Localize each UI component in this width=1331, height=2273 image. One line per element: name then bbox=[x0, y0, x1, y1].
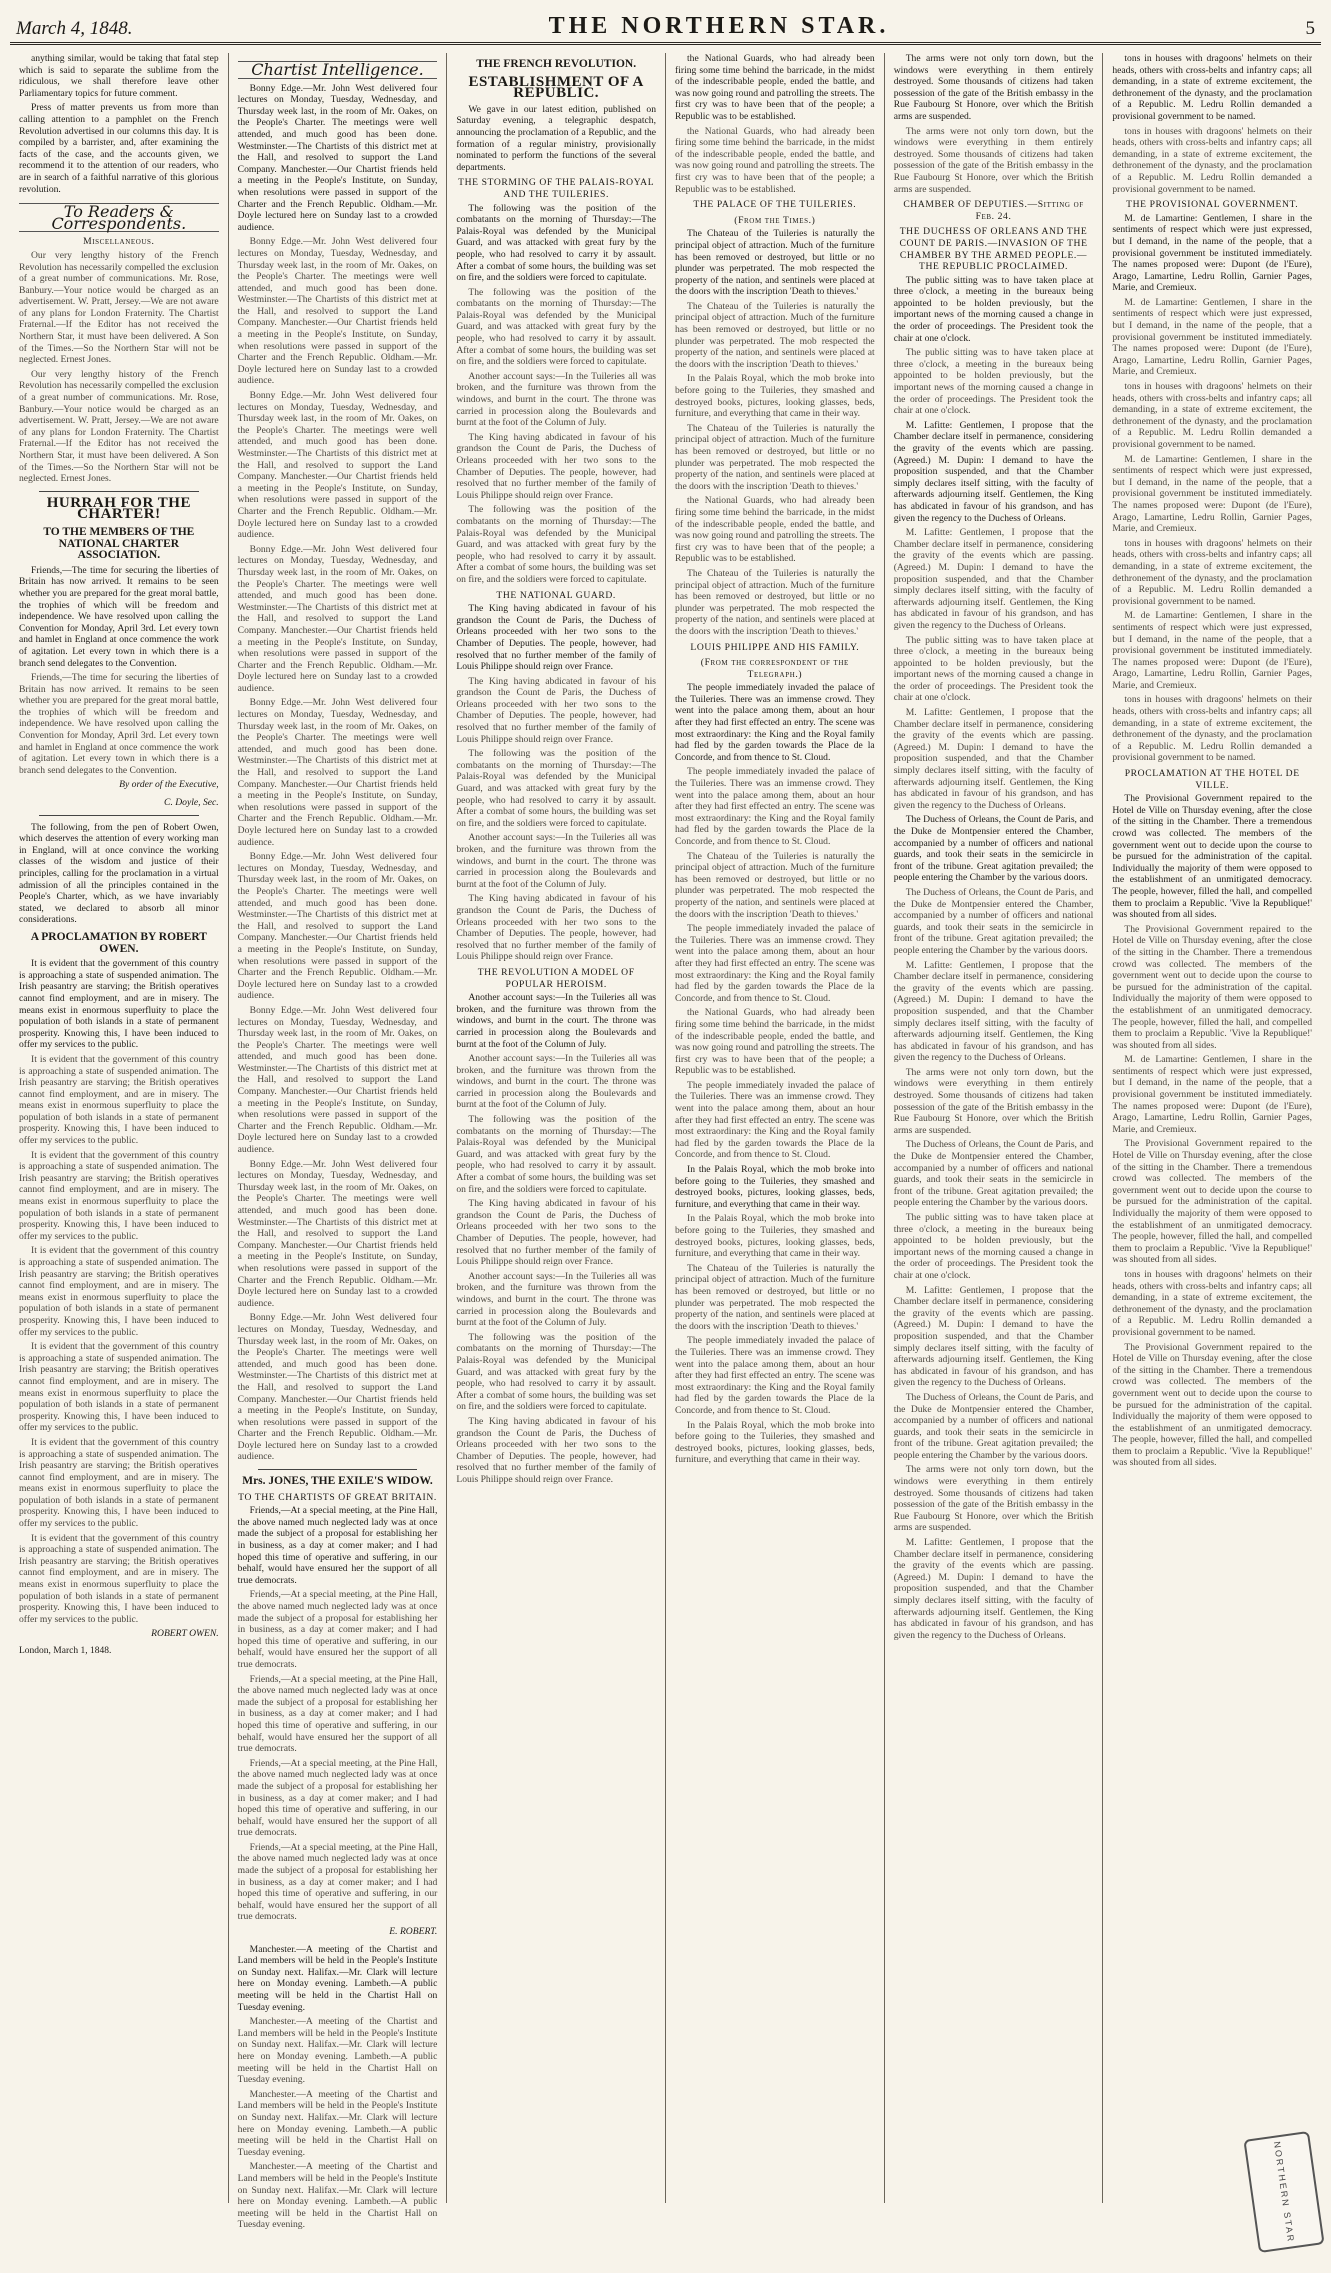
article-text: In the Palais Royal, which the mob broke into before going to the Tuileries, they smashed and destroyed books, pictures, looking glasses, beds, furniture, and everything that came in their way. bbox=[675, 1164, 875, 1210]
article-text: The people immediately invaded the palace of the Tuileries. There was an immense crowd. They went into the palace among them, about an hour after they had first effected an entry. The scene was most extraordinary: the King and the Royal family had fled by the garden towards the Place de la Concorde, and from thence to St. Cloud. bbox=[675, 1079, 875, 1161]
article-text: The arms were not only torn down, but the windows were everything in them entirely destroyed. Some thousands of citizens had taken possession of the gate of the British embassy in the Rue Faubourg St Honore, over which the British arms are suspended. bbox=[893, 1464, 1094, 1534]
article-text: The King having abdicated in favour of his grandson the Count de Paris, the Duchess of Orleans proceeded with her two sons to the Chamber of Deputies. The people, however, had resolved that no further member of the family of Louis Philippe should reign over France. bbox=[456, 431, 657, 501]
section-heading: THE NATIONAL GUARD. bbox=[496, 589, 616, 601]
article-text: tons in houses with dragoons' helmets on their heads, others with cross-belts and infantry caps; all demanding, in a state of extreme excitement, the dethronement of the dynasty, and the proclamation of a Republic. M. Ledru Rollin demanded a provisional government to be named. bbox=[1112, 381, 1313, 450]
correspondents-text: Our very lengthy history of the French Revolution has necessarily compelled the exclusion of a great number of communications. Mr. Rose, Banbury.—Your notice would be charged as an advertisement. W. Pratt, Jersey.—We are not aware of any plans for London Fraternity. The Chartist Fraternal.—If the Editor has not received the Northern Star, it must have been delivered. A Son of the Times.—So the Northern Star will not be neglected. Ernest Jones. bbox=[19, 249, 219, 366]
divider bbox=[39, 491, 199, 492]
intelligence-text: Bonny Edge.—Mr. John West delivered four lectures on Monday, Tuesday, Wednesday, and Thursday week last, in the room of Mr. Oakes, on the People's Charter. The meetings were well attended, and much good has been done. Westminster.—The Chartists of this district met at the Hall, and resolved to support the Land Company. Manchester.—Our Chartist friends held a meeting in the People's Institute, on Sunday, when resolutions were passed in support of the Charter and the French Republic. Oldham.—Mr. Doyle lectured here on Sunday last to a crowded audience. bbox=[237, 543, 438, 694]
members-signature: By order of the Executive, bbox=[119, 779, 219, 791]
article-text: M. de Lamartine: Gentlemen, I share in the sentiments of respect which were just expressed, but I demand, in the name of the people, that a provisional government be instituted immediately. The names proposed were: Dupont (de l'Eure), Arago, Lamartine, Ledru Rollin, Garnier Pages, Marie, and Cremieux. bbox=[1112, 1054, 1313, 1135]
intelligence-text: Bonny Edge.—Mr. John West delivered four lectures on Monday, Tuesday, Wednesday, and Thursday week last, in the room of Mr. Oakes, on the People's Charter. The meetings were well attended, and much good has been done. Westminster.—The Chartists of this district met at the Hall, and resolved to support the Land Company. Manchester.—Our Chartist friends held a meeting in the People's Institute, on Sunday, when resolutions were passed in support of the Charter and the French Republic. Oldham.—Mr. Doyle lectured here on Sunday last to a crowded audience. bbox=[237, 390, 438, 541]
article-text: The following was the position of the combatants on the morning of Thursday:—The Palais-Royal was defended by the Municipal Guard, and was attacked with great fury by the people, who had resolved to carry it by assault. After a combat of some hours, the building was set on fire, and the soldiers were forced to capitulate. bbox=[456, 202, 657, 284]
article-text: The arms were not only torn down, but the windows were everything in them entirely destroyed. Some thousands of citizens had taken possession of the gate of the British embassy in the Rue Faubourg St Honore, over which the British arms are suspended. bbox=[893, 53, 1094, 122]
french-revolution-heading: THE FRENCH REVOLUTION. bbox=[476, 58, 637, 70]
column-6 bbox=[1102, 53, 1321, 2203]
article-text: The King having abdicated in favour of his grandson the Count de Paris, the Duchess of Orleans proceeded with her two sons to the Chamber of Deputies. The people, however, had resolved that no further member of the family of Louis Philippe should reign over France. bbox=[456, 675, 657, 745]
column-5 bbox=[884, 53, 1103, 2203]
article-text: The Chateau of the Tuileries is naturally the principal object of attraction. Much of the furniture has been removed or destroyed, but little or no plunder was perpetrated. The mob respected the property of the nation, and sentinels were placed at the doors with the inscription 'Death to thieves.' bbox=[675, 228, 875, 298]
article-text: tons in houses with dragoons' helmets on their heads, others with cross-belts and infantry caps; all demanding, in a state of extreme excitement, the dethronement of the dynasty, and the proclamation of a Republic. M. Ledru Rollin demanded a provisional government to be named. bbox=[1112, 1268, 1313, 1338]
article-text: M. de Lamartine: Gentlemen, I share in the sentiments of respect which were just expressed, but I demand, in the name of the people, that a provisional government be instituted immediately. The names proposed were: Dupont (de l'Eure), Arago, Lamartine, Ledru Rollin, Garnier Pages, Marie, and Cremieux. bbox=[1112, 296, 1313, 378]
notices-text: Manchester.—A meeting of the Chartist and Land members will be held in the People's Institute on Sunday next. Halifax.—Mr. Clark will lecture here on Monday evening. Lambeth.—A public meeting will be held in the Chartist Hall on Tuesday evening. bbox=[237, 2016, 438, 2086]
members-text: Friends,—The time for securing the liberties of Britain has now arrived. It remains to be seen whether you are prepared for the great moral battle, the trophies of which will be freedom and independence. We have resolved upon calling the Convention for Monday, April 3rd. Let every town and hamlet in England at once commence the work of agitation. Let every town in which there is a branch send delegates to the Convention. bbox=[19, 672, 219, 776]
article-text: M. de Lamartine: Gentlemen, I share in the sentiments of respect which were just expressed, but I demand, in the name of the people, that a provisional government be instituted immediately. The names proposed were: Dupont (de l'Eure), Arago, Lamartine, Ledru Rollin, Garnier Pages, Marie, and Cremieux. bbox=[1112, 212, 1313, 294]
column-2 bbox=[228, 53, 447, 2231]
widow-heading: Mrs. JONES, THE EXILE'S WIDOW. bbox=[242, 1475, 433, 1488]
library-stamp: NORTHERN STAR bbox=[1243, 2131, 1324, 2253]
masthead bbox=[10, 10, 1321, 45]
article-text: The King having abdicated in favour of his grandson the Count de Paris, the Duchess of Orleans proceeded with her two sons to the Chamber of Deputies. The people, however, had resolved that no further member of the family of Louis Philippe should reign over France. bbox=[456, 1415, 657, 1485]
article-text: The following was the position of the combatants on the morning of Thursday:—The Palais-Royal was defended by the Municipal Guard, and was attacked with great fury by the people, who had resolved to carry it by assault. After a combat of some hours, the building was set on fire, and the soldiers were forced to capitulate. bbox=[456, 748, 657, 829]
article-text: M. Lafitte: Gentlemen, I propose that the Chamber declare itself in permanence, considering the gravity of the events which are passing. (Agreed.) M. Dupin: I demand to have the proposition suspended, and that the Chamber simply declares itself sitting, with the faculty of afterwards adjourning itself. Gentlemen, the King has abdicated in favour of his grandson, and has given the regency to the Duchess of Orleans. bbox=[893, 1537, 1094, 1641]
source-line: (From the Times.) bbox=[734, 214, 816, 226]
article-text: In the Palais Royal, which the mob broke into before going to the Tuileries, they smashed and destroyed books, pictures, looking glasses, beds, furniture, and everything that came in their way. bbox=[675, 373, 875, 420]
article-text: Another account says:—In the Tuileries all was broken, and the furniture was thrown from the windows, and burnt in the court. The throne was carried in procession along the Boulevards and burnt at the foot of the Column of July. bbox=[456, 370, 657, 429]
intelligence-text: Bonny Edge.—Mr. John West delivered four lectures on Monday, Tuesday, Wednesday, and Thursday week last, in the room of Mr. Oakes, on the People's Charter. The meetings were well attended, and much good has been done. Westminster.—The Chartists of this district met at the Hall, and resolved to support the Land Company. Manchester.—Our Chartist friends held a meeting in the People's Institute, on Sunday, when resolutions were passed in support of the Charter and the French Republic. Oldham.—Mr. Doyle lectured here on Sunday last to a crowded audience. bbox=[237, 82, 438, 233]
proclamation-text: It is evident that the government of this country is approaching a state of suspended animation. The Irish peasantry are starving; the British operatives cannot find employment, and are in misery. The means exist in enormous superfluity to place the population of both islands in a state of permanent prosperity. Knowing this, I have been induced to offer my services to the public. bbox=[19, 1341, 219, 1434]
intelligence-text: Bonny Edge.—Mr. John West delivered four lectures on Monday, Tuesday, Wednesday, and Thursday week last, in the room of Mr. Oakes, on the People's Charter. The meetings were well attended, and much good has been done. Westminster.—The Chartists of this district met at the Hall, and resolved to support the Land Company. Manchester.—Our Chartist friends held a meeting in the People's Institute, on Sunday, when resolutions were passed in support of the Charter and the French Republic. Oldham.—Mr. Doyle lectured here on Sunday last to a crowded audience. bbox=[237, 1312, 438, 1463]
article-text: The public sitting was to have taken place at three o'clock, a meeting in the bureaux being appointed to be holden previously, but the important news of the morning caused a change in the order of proceedings. The President took the chair at one o'clock. bbox=[893, 1212, 1094, 1281]
section-heading: THE PROVISIONAL GOVERNMENT. bbox=[1126, 199, 1299, 211]
article-text: The Duchess of Orleans, the Count de Paris, and the Duke de Montpensier entered the Chamber, accompanied by a number of officers and national guards, and took their seats in the semicircle in front of the tribune. Great agitation prevailed; the people entering the Chamber by the various doors. bbox=[893, 814, 1094, 884]
proclamation-text: It is evident that the government of this country is approaching a state of suspended animation. The Irish peasantry are starving; the British operatives cannot find employment, and are in misery. The means exist in enormous superfluity to place the population of both islands in a state of permanent prosperity. Knowing this, I have been induced to offer my services to the public. bbox=[19, 1149, 219, 1242]
column-3 bbox=[446, 53, 665, 2203]
widow-text: Friends,—At a special meeting, at the Pine Hall, the above named much neglected lady was at once made the subject of a proposal for establishing her in business, as a day at comer maker; and I had hoped this time of operative and suffering, in our behalf, would have ensured her the support of all true democrats. bbox=[237, 1589, 438, 1670]
article-text: The following was the position of the combatants on the morning of Thursday:—The Palais-Royal was defended by the Municipal Guard, and was attacked with great fury by the people, who had resolved to carry it by assault. After a combat of some hours, the building was set on fire, and the soldiers were forced to capitulate. bbox=[456, 286, 657, 368]
divider bbox=[258, 1469, 418, 1470]
article-text: The following was the position of the combatants on the morning of Thursday:—The Palais-Royal was defended by the Municipal Guard, and was attacked with great fury by the people, who had resolved to carry it by assault. After a combat of some hours, the building was set on fire, and the soldiers were forced to capitulate. bbox=[456, 504, 657, 585]
issue-date: March 4, 1848. bbox=[16, 18, 133, 39]
article-text: The arms were not only torn down, but the windows were everything in them entirely destroyed. Some thousands of citizens had taken possession of the gate of the British embassy in the Rue Faubourg St Honore, over which the British arms are suspended. bbox=[893, 1066, 1094, 1136]
source-line: (From the correspondent of the Telegraph.) bbox=[700, 657, 849, 680]
article-text: The Chateau of the Tuileries is naturally the principal object of attraction. Much of the furniture has been removed or destroyed, but little or no plunder was perpetrated. The mob respected the property of the nation, and sentinels were placed at the doors with the inscription 'Death to thieves.' bbox=[675, 300, 875, 370]
article-text: In the Palais Royal, which the mob broke into before going to the Tuileries, they smashed and destroyed books, pictures, looking glasses, beds, furniture, and everything that came in their way. bbox=[675, 1213, 875, 1260]
proclamation-text: It is evident that the government of this country is approaching a state of suspended animation. The Irish peasantry are starving; the British operatives cannot find employment, and are in misery. The means exist in enormous superfluity to place the population of both islands in a state of permanent prosperity. Knowing this, I have been induced to offer my services to the public. bbox=[19, 1245, 219, 1338]
section-heading: LOUIS PHILIPPE AND HIS FAMILY. bbox=[690, 641, 860, 653]
article-text: The people immediately invaded the palace of the Tuileries. There was an immense crowd. They went into the palace among them, about an hour after they had first effected an entry. The scene was most extraordinary: the King and the Royal family had fled by the garden towards the Place de la Concorde, and from thence to St. Cloud. bbox=[675, 766, 875, 847]
proclamation-text: It is evident that the government of this country is approaching a state of suspended animation. The Irish peasantry are starving; the British operatives cannot find employment, and are in misery. The means exist in enormous superfluity to place the population of both islands in a state of permanent prosperity. Knowing this, I have been induced to offer my services to the public. bbox=[19, 1436, 219, 1530]
chartist-intelligence-heading: Chartist Intelligence. bbox=[238, 61, 438, 79]
article-text: tons in houses with dragoons' helmets on their heads, others with cross-belts and infantry caps; all demanding, in a state of extreme excitement, the dethronement of the dynasty, and the proclamation of a Republic. M. Ledru Rollin demanded a provisional government to be named. bbox=[1112, 694, 1313, 764]
proclamation-text: It is evident that the government of this country is approaching a state of suspended animation. The Irish peasantry are starving; the British operatives cannot find employment, and are in misery. The means exist in enormous superfluity to place the population of both islands in a state of permanent prosperity. Knowing this, I have been induced to offer my services to the public. bbox=[19, 958, 219, 1051]
article-text: Another account says:—In the Tuileries all was broken, and the furniture was thrown from the windows, and burnt in the court. The throne was carried in procession along the Boulevards and burnt at the foot of the Column of July. bbox=[456, 992, 657, 1050]
newspaper-page bbox=[10, 10, 1321, 2253]
article-text: the National Guards, who had already been firing some time behind the barricade, in the midst of the indescribable people, ended the battle, and was now going round and patrolling the streets. The first cry was to have been that of the people; a Republic was to be established. bbox=[675, 53, 875, 122]
article-columns bbox=[10, 53, 1321, 2231]
section-heading: THE REVOLUTION A MODEL OF POPULAR HEROISM. bbox=[477, 966, 635, 990]
newspaper-title: THE NORTHERN STAR. bbox=[548, 13, 890, 39]
article-text: the National Guards, who had already been firing some time behind the barricade, in the midst of the indescribable people, ended the battle, and was now going round and patrolling the streets. The first cry was to have been that of the people; a Republic was to be established. bbox=[675, 495, 875, 565]
widow-text: Friends,—At a special meeting, at the Pine Hall, the above named much neglected lady was at once made the subject of a proposal for establishing her in business, as a day at comer maker; and I had hoped this time of operative and suffering, in our behalf, would have ensured her the support of all true democrats. bbox=[237, 1673, 438, 1755]
article-text: The Chateau of the Tuileries is naturally the principal object of attraction. Much of the furniture has been removed or destroyed, but little or no plunder was perpetrated. The mob respected the property of the nation, and sentinels were placed at the doors with the inscription 'Death to thieves.' bbox=[675, 1262, 875, 1332]
article-text: The King having abdicated in favour of his grandson the Count de Paris, the Duchess of Orleans proceeded with her two sons to the Chamber of Deputies. The people, however, had resolved that no further member of the family of Louis Philippe should reign over France. bbox=[456, 603, 657, 673]
article-text: M. Lafitte: Gentlemen, I propose that the Chamber declare itself in permanence, considering the gravity of the events which are passing. (Agreed.) M. Dupin: I demand to have the proposition suspended, and that the Chamber simply declares itself sitting, with the faculty of afterwards adjourning itself. Gentlemen, the King has abdicated in favour of his grandson, and has given the regency to the Duchess of Orleans. bbox=[893, 959, 1094, 1064]
article-text: Another account says:—In the Tuileries all was broken, and the furniture was thrown from the windows, and burnt in the court. The throne was carried in procession along the Boulevards and burnt at the foot of the Column of July. bbox=[456, 832, 657, 890]
correspondents-heading: To Readers & Correspondents. bbox=[19, 203, 219, 232]
notices-text: Manchester.—A meeting of the Chartist and Land members will be held in the People's Institute on Sunday next. Halifax.—Mr. Clark will lecture here on Monday evening. Lambeth.—A public meeting will be held in the Chartist Hall on Tuesday evening. bbox=[237, 2088, 438, 2158]
article-text: Another account says:—In the Tuileries all was broken, and the furniture was thrown from the windows, and burnt in the court. The throne was carried in procession along the Boulevards and burnt at the foot of the Column of July. bbox=[456, 1053, 657, 1111]
intelligence-text: Bonny Edge.—Mr. John West delivered four lectures on Monday, Tuesday, Wednesday, and Thursday week last, in the room of Mr. Oakes, on the People's Charter. The meetings were well attended, and much good has been done. Westminster.—The Chartists of this district met at the Hall, and resolved to support the Land Company. Manchester.—Our Chartist friends held a meeting in the People's Institute, on Sunday, when resolutions were passed in support of the Charter and the French Republic. Oldham.—Mr. Doyle lectured here on Sunday last to a crowded audience. bbox=[237, 236, 438, 387]
article-text: Another account says:—In the Tuileries all was broken, and the furniture was thrown from the windows, and burnt in the court. The throne was carried in procession along the Boulevards and burnt at the foot of the Column of July. bbox=[456, 1270, 657, 1329]
republic-heading: ESTABLISHMENT OF A REPUBLIC. bbox=[468, 73, 644, 102]
article-text: The people immediately invaded the palace of the Tuileries. There was an immense crowd. They went into the palace among them, about an hour after they had first effected an entry. The scene was most extraordinary: the King and the Royal family had fled by the garden towards the Place de la Concorde, and from thence to St. Cloud. bbox=[675, 682, 875, 763]
article-text: The Chateau of the Tuileries is naturally the principal object of attraction. Much of the furniture has been removed or destroyed, but little or no plunder was perpetrated. The mob respected the property of the nation, and sentinels were placed at the doors with the inscription 'Death to thieves.' bbox=[675, 567, 875, 637]
section-heading: CHAMBER OF DEPUTIES.—Sitting of Feb. 24. bbox=[903, 199, 1084, 222]
intelligence-text: Bonny Edge.—Mr. John West delivered four lectures on Monday, Tuesday, Wednesday, and Thursday week last, in the room of Mr. Oakes, on the People's Charter. The meetings were well attended, and much good has been done. Westminster.—The Chartists of this district met at the Hall, and resolved to support the Land Company. Manchester.—Our Chartist friends held a meeting in the People's Institute, on Sunday, when resolutions were passed in support of the Charter and the French Republic. Oldham.—Mr. Doyle lectured here on Sunday last to a crowded audience. bbox=[237, 697, 438, 848]
section-heading: THE STORMING OF THE PALAIS-ROYAL AND THE TUILERIES. bbox=[458, 177, 655, 200]
owen-intro: The following, from the pen of Robert Owen, which deserves the attention of every working man in England, will at once convince the working classes of the wisdom and justice of their principles, calling for the proclamation in a virtual admission of all the principles contained in the People's Charter, which, as we have invariably stated, we declared to absorb all minor considerations. bbox=[19, 821, 219, 926]
article-text: The Duchess of Orleans, the Count de Paris, and the Duke de Montpensier entered the Chamber, accompanied by a number of officers and national guards, and took their seats in the semicircle in front of the tribune. Great agitation prevailed; the people entering the Chamber by the various doors. bbox=[893, 1391, 1094, 1461]
article-text: The public sitting was to have taken place at three o'clock, a meeting in the bureaux being appointed to be holden previously, but the important news of the morning caused a change in the order of proceedings. The President took the chair at one o'clock. bbox=[893, 634, 1094, 704]
divider bbox=[39, 815, 199, 816]
proclamation-heading: A PROCLAMATION BY ROBERT OWEN. bbox=[30, 930, 207, 955]
article-text: tons in houses with dragoons' helmets on their heads, others with cross-belts and infantry caps; all demanding, in a state of extreme excitement, the dethronement of the dynasty, and the proclamation of a Republic. M. Ledru Rollin demanded a provisional government to be named. bbox=[1112, 537, 1313, 607]
widow-signature: E. ROBERT. bbox=[389, 1926, 438, 1938]
article-text: The following was the position of the combatants on the morning of Thursday:—The Palais-Royal was defended by the Municipal Guard, and was attacked with great fury by the people, who had resolved to carry it by assault. After a combat of some hours, the building was set on fire, and the soldiers were forced to capitulate. bbox=[456, 1114, 657, 1195]
members-text: Friends,—The time for securing the liberties of Britain has now arrived. It remains to be seen whether you are prepared for the great moral battle, the trophies of which will be freedom and independence. We have resolved upon calling the Convention for Monday, April 3rd. Let every town and hamlet in England at once commence the work of agitation. Let every town in which there is a branch send delegates to the Convention. bbox=[19, 564, 219, 669]
article-text: The public sitting was to have taken place at three o'clock, a meeting in the bureaux being appointed to be holden previously, but the important news of the morning caused a change in the order of proceedings. The President took the chair at one o'clock. bbox=[893, 274, 1094, 344]
article-text: M. de Lamartine: Gentlemen, I share in the sentiments of respect which were just expressed, but I demand, in the name of the people, that a provisional government be instituted immediately. The names proposed were: Dupont (de l'Eure), Arago, Lamartine, Ledru Rollin, Garnier Pages, Marie, and Cremieux. bbox=[1112, 610, 1313, 691]
article-text: the National Guards, who had already been firing some time behind the barricade, in the midst of the indescribable people, ended the battle, and was now going round and patrolling the streets. The first cry was to have been that of the people; a Republic was to be established. bbox=[675, 125, 875, 195]
article-text: tons in houses with dragoons' helmets on their heads, others with cross-belts and infantry caps; all demanding, in a state of extreme excitement, the dethronement of the dynasty, and the proclamation of a Republic. M. Ledru Rollin demanded a provisional government to be named. bbox=[1112, 125, 1313, 195]
article-text: The public sitting was to have taken place at three o'clock, a meeting in the bureaux being appointed to be holden previously, but the important news of the morning caused a change in the order of proceedings. The President took the chair at one o'clock. bbox=[893, 347, 1094, 417]
widow-text: Friends,—At a special meeting, at the Pine Hall, the above named much neglected lady was at once made the subject of a proposal for establishing her in business, as a day at comer maker; and I had hoped this time of operative and suffering, in our behalf, would have ensured her the support of all true democrats. bbox=[237, 1841, 438, 1923]
article-text: The Chateau of the Tuileries is naturally the principal object of attraction. Much of the furniture has been removed or destroyed, but little or no plunder was perpetrated. The mob respected the property of the nation, and sentinels were placed at the doors with the inscription 'Death to thieves.' bbox=[675, 422, 875, 492]
article-text: The people immediately invaded the palace of the Tuileries. There was an immense crowd. They went into the palace among them, about an hour after they had first effected an entry. The scene was most extraordinary: the King and the Royal family had fled by the garden towards the Place de la Concorde, and from thence to St. Cloud. bbox=[675, 1335, 875, 1416]
hurrah-heading: HURRAH FOR THE CHARTER! bbox=[46, 494, 191, 523]
correspondents-subheading: Miscellaneous. bbox=[83, 236, 155, 248]
intelligence-text: Bonny Edge.—Mr. John West delivered four lectures on Monday, Tuesday, Wednesday, and Thursday week last, in the room of Mr. Oakes, on the People's Charter. The meetings were well attended, and much good has been done. Westminster.—The Chartists of this district met at the Hall, and resolved to support the Land Company. Manchester.—Our Chartist friends held a meeting in the People's Institute, on Sunday, when resolutions were passed in support of the Charter and the French Republic. Oldham.—Mr. Doyle lectured here on Sunday last to a crowded audience. bbox=[237, 851, 438, 1002]
lead-paragraph: anything similar, would be taking that fatal step which is said to separate the sublime from the ridiculous, we shall therefore leave other Parliamentary topics for future comment. bbox=[19, 53, 219, 99]
members-heading: TO THE MEMBERS OF THE NATIONAL CHARTER ASSOCIATION. bbox=[43, 525, 195, 562]
article-text: The Provisional Government repaired to the Hotel de Ville on Thursday evening, after the close of the sitting in the Chamber. There a tremendous crowd was collected. The members of the government went out to decide upon the course to be pursued for the administration of the capital. Individually the majority of them were opposed to the establishment of an unmitigated democracy. The people, however, filled the hall, and compelled them to proclaim a Republic. 'Vive la Republique!' was shouted from all sides. bbox=[1112, 1138, 1313, 1266]
article-text: The arms were not only torn down, but the windows were everything in them entirely destroyed. Some thousands of citizens had taken possession of the gate of the British embassy in the Rue Faubourg St Honore, over which the British arms are suspended. bbox=[893, 125, 1094, 195]
section-heading: PROCLAMATION AT THE HOTEL DE VILLE. bbox=[1124, 768, 1300, 791]
column-4 bbox=[665, 53, 884, 2203]
article-text: The people immediately invaded the palace of the Tuileries. There was an immense crowd. They went into the palace among them, about an hour after they had first effected an entry. The scene was most extraordinary: the King and the Royal family had fled by the garden towards the Place de la Concorde, and from thence to St. Cloud. bbox=[675, 923, 875, 1004]
article-text: The Provisional Government repaired to the Hotel de Ville on Thursday evening, after the close of the sitting in the Chamber. There a tremendous crowd was collected. The members of the government went out to decide upon the course to be pursued for the administration of the capital. Individually the majority of them were opposed to the establishment of an unmitigated democracy. The people, however, filled the hall, and compelled them to proclaim a Republic. 'Vive la Republique!' was shouted from all sides. bbox=[1112, 793, 1313, 921]
article-text: The Duchess of Orleans, the Count de Paris, and the Duke de Montpensier entered the Chamber, accompanied by a number of officers and national guards, and took their seats in the semicircle in front of the tribune. Great agitation prevailed; the people entering the Chamber by the various doors. bbox=[893, 886, 1094, 956]
owen-signature: ROBERT OWEN. bbox=[151, 1628, 219, 1640]
dateline: London, March 1, 1848. bbox=[19, 1646, 112, 1656]
article-text: The Provisional Government repaired to the Hotel de Ville on Thursday evening, after the close of the sitting in the Chamber. There a tremendous crowd was collected. The members of the government went out to decide upon the course to be pursued for the administration of the capital. Individually the majority of them were opposed to the establishment of an unmitigated democracy. The people, however, filled the hall, and compelled them to proclaim a Republic. 'Vive la Republique!' was shouted from all sides. bbox=[1112, 1341, 1313, 1469]
column-1 bbox=[10, 53, 228, 2203]
article-text: M. Lafitte: Gentlemen, I propose that the Chamber declare itself in permanence, considering the gravity of the events which are passing. (Agreed.) M. Dupin: I demand to have the proposition suspended, and that the Chamber simply declares itself sitting, with the faculty of afterwards adjourning itself. Gentlemen, the King has abdicated in favour of his grandson, and has given the regency to the Duchess of Orleans. bbox=[893, 527, 1094, 631]
section-heading: THE PALACE OF THE TUILERIES. bbox=[693, 199, 857, 211]
article-text: The King having abdicated in favour of his grandson the Count de Paris, the Duchess of Orleans proceeded with her two sons to the Chamber of Deputies. The people, however, had resolved that no further member of the family of Louis Philippe should reign over France. bbox=[456, 1198, 657, 1268]
article-text: the National Guards, who had already been firing some time behind the barricade, in the midst of the indescribable people, ended the battle, and was now going round and patrolling the streets. The first cry was to have been that of the people; a Republic was to be established. bbox=[675, 1007, 875, 1077]
revolution-intro: We gave in our latest edition, published on Saturday evening, a telegraphic despatch, announcing the proclamation of a Republic, and the formation of a regular ministry, provisionally nominated to perform the functions of the several departments. bbox=[456, 103, 657, 173]
proclamation-text: It is evident that the government of this country is approaching a state of suspended animation. The Irish peasantry are starving; the British operatives cannot find employment, and are in misery. The means exist in enormous superfluity to place the population of both islands in a state of permanent prosperity. Knowing this, I have been induced to offer my services to the public. bbox=[19, 1053, 219, 1147]
widow-subheading: TO THE CHARTISTS OF GREAT BRITAIN. bbox=[238, 1491, 437, 1503]
widow-text: Friends,—At a special meeting, at the Pine Hall, the above named much neglected lady was at once made the subject of a proposal for establishing her in business, as a day at comer maker; and I had hoped this time of operative and suffering, in our behalf, would have ensured her the support of all true democrats. bbox=[237, 1505, 438, 1586]
article-text: The Provisional Government repaired to the Hotel de Ville on Thursday evening, after the close of the sitting in the Chamber. There a tremendous crowd was collected. The members of the government went out to decide upon the course to be pursued for the administration of the capital. Individually the majority of them were opposed to the establishment of an unmitigated democracy. The people, however, filled the hall, and compelled them to proclaim a Republic. 'Vive la Republique!' was shouted from all sides. bbox=[1112, 923, 1313, 1051]
intelligence-text: Bonny Edge.—Mr. John West delivered four lectures on Monday, Tuesday, Wednesday, and Thursday week last, in the room of Mr. Oakes, on the People's Charter. The meetings were well attended, and much good has been done. Westminster.—The Chartists of this district met at the Hall, and resolved to support the Land Company. Manchester.—Our Chartist friends held a meeting in the People's Institute, on Sunday, when resolutions were passed in support of the Charter and the French Republic. Oldham.—Mr. Doyle lectured here on Sunday last to a crowded audience. bbox=[237, 1004, 438, 1156]
lead-paragraph: Press of matter prevents us from more than calling attention to a pamphlet on the French Revolution advertised in our columns this day. It is compiled by a barrister, and, after examining the facts of the case, and the accounts given, we recommend it to the attention of our readers, who are in search of a faithful narrative of this glorious revolution. bbox=[19, 102, 219, 195]
correspondents-text: Our very lengthy history of the French Revolution has necessarily compelled the exclusion of a great number of communications. Mr. Rose, Banbury.—Your notice would be charged as an advertisement. W. Pratt, Jersey.—We are not aware of any plans for London Fraternity. The Chartist Fraternal.—If the Editor has not received the Northern Star, it must have been delivered. A Son of the Times.—So the Northern Star will not be neglected. Ernest Jones. bbox=[19, 368, 219, 485]
article-text: The King having abdicated in favour of his grandson the Count de Paris, the Duchess of Orleans proceeded with her two sons to the Chamber of Deputies. The people, however, had resolved that no further member of the family of Louis Philippe should reign over France. bbox=[456, 893, 657, 963]
article-text: The Duchess of Orleans, the Count de Paris, and the Duke de Montpensier entered the Chamber, accompanied by a number of officers and national guards, and took their seats in the semicircle in front of the tribune. Great agitation prevailed; the people entering the Chamber by the various doors. bbox=[893, 1139, 1094, 1209]
widow-text: Friends,—At a special meeting, at the Pine Hall, the above named much neglected lady was at once made the subject of a proposal for establishing her in business, as a day at comer maker; and I had hoped this time of operative and suffering, in our behalf, would have ensured her the support of all true democrats. bbox=[237, 1757, 438, 1839]
article-text: M. Lafitte: Gentlemen, I propose that the Chamber declare itself in permanence, considering the gravity of the events which are passing. (Agreed.) M. Dupin: I demand to have the proposition suspended, and that the Chamber simply declares itself sitting, with the faculty of afterwards adjourning itself. Gentlemen, the King has abdicated in favour of his grandson, and has given the regency to the Duchess of Orleans. bbox=[893, 707, 1094, 811]
article-text: M. Lafitte: Gentlemen, I propose that the Chamber declare itself in permanence, considering the gravity of the events which are passing. (Agreed.) M. Dupin: I demand to have the proposition suspended, and that the Chamber simply declares itself sitting, with the faculty of afterwards adjourning itself. Gentlemen, the King has abdicated in favour of his grandson, and has given the regency to the Duchess of Orleans. bbox=[893, 419, 1094, 524]
notices-text: Manchester.—A meeting of the Chartist and Land members will be held in the People's Institute on Sunday next. Halifax.—Mr. Clark will lecture here on Monday evening. Lambeth.—A public meeting will be held in the Chartist Hall on Tuesday evening. bbox=[237, 1943, 438, 2013]
intelligence-text: Bonny Edge.—Mr. John West delivered four lectures on Monday, Tuesday, Wednesday, and Thursday week last, in the room of Mr. Oakes, on the People's Charter. The meetings were well attended, and much good has been done. Westminster.—The Chartists of this district met at the Hall, and resolved to support the Land Company. Manchester.—Our Chartist friends held a meeting in the People's Institute, on Sunday, when resolutions were passed in support of the Charter and the French Republic. Oldham.—Mr. Doyle lectured here on Sunday last to a crowded audience. bbox=[237, 1158, 438, 1309]
article-text: tons in houses with dragoons' helmets on their heads, others with cross-belts and infantry caps; all demanding, in a state of extreme excitement, the dethronement of the dynasty, and the proclamation of a Republic. M. Ledru Rollin demanded a provisional government to be named. bbox=[1112, 53, 1313, 122]
proclamation-text: It is evident that the government of this country is approaching a state of suspended animation. The Irish peasantry are starving; the British operatives cannot find employment, and are in misery. The means exist in enormous superfluity to place the population of both islands in a state of permanent prosperity. Knowing this, I have been induced to offer my services to the public. bbox=[19, 1532, 219, 1625]
article-text: The Chateau of the Tuileries is naturally the principal object of attraction. Much of the furniture has been removed or destroyed, but little or no plunder was perpetrated. The mob respected the property of the nation, and sentinels were placed at the doors with the inscription 'Death to thieves.' bbox=[675, 850, 875, 920]
article-text: M. de Lamartine: Gentlemen, I share in the sentiments of respect which were just expressed, but I demand, in the name of the people, that a provisional government be instituted immediately. The names proposed were: Dupont (de l'Eure), Arago, Lamartine, Ledru Rollin, Garnier Pages, Marie, and Cremieux. bbox=[1112, 453, 1313, 535]
notices-text: Manchester.—A meeting of the Chartist and Land members will be held in the People's Institute on Sunday next. Halifax.—Mr. Clark will lecture here on Monday evening. Lambeth.—A public meeting will be held in the Chartist Hall on Tuesday evening. bbox=[237, 2161, 438, 2231]
article-text: In the Palais Royal, which the mob broke into before going to the Tuileries, they smashed and destroyed books, pictures, looking glasses, beds, furniture, and everything that came in their way. bbox=[675, 1419, 875, 1466]
article-text: M. Lafitte: Gentlemen, I propose that the Chamber declare itself in permanence, considering the gravity of the events which are passing. (Agreed.) M. Dupin: I demand to have the proposition suspended, and that the Chamber simply declares itself sitting, with the faculty of afterwards adjourning itself. Gentlemen, the King has abdicated in favour of his grandson, and has given the regency to the Duchess of Orleans. bbox=[893, 1284, 1094, 1389]
secretary-signature: C. Doyle, Sec. bbox=[164, 797, 219, 809]
section-subheading: THE DUCHESS OF ORLEANS AND THE COUNT DE PARIS.—INVASION OF THE CHAMBER BY THE ARMED PEOPLE.—THE REPUBLIC PROCLAIMED. bbox=[899, 226, 1088, 273]
page-number: 5 bbox=[1305, 18, 1315, 39]
article-text: The following was the position of the combatants on the morning of Thursday:—The Palais-Royal was defended by the Municipal Guard, and was attacked with great fury by the people, who had resolved to carry it by assault. After a combat of some hours, the building was set on fire, and the soldiers were forced to capitulate. bbox=[456, 1331, 657, 1413]
